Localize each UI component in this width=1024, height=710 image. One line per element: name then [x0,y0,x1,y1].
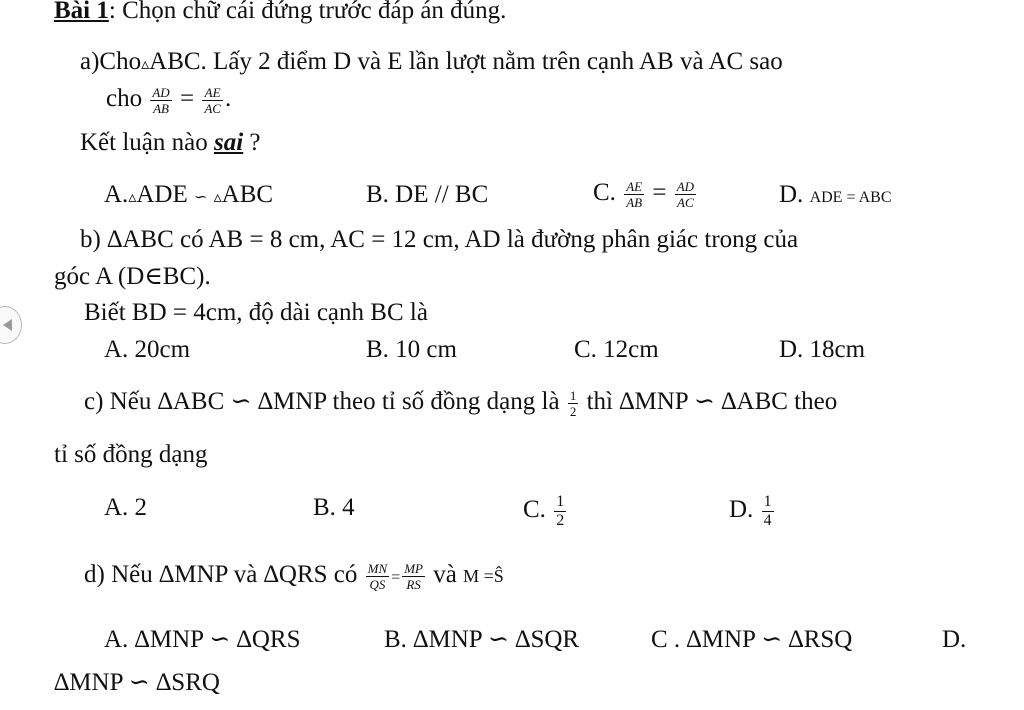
question-a-option-a: A.▵ADE ∽ ▵ABC [104,181,274,208]
question-a-line2: cho $\frac{AD}{AB}$ = $\frac{AE}{AC}$ . [106,84,232,116]
question-b-line1: b) ∆ABC có AB = 8 cm, AC = 12 cm, AD là đường phân giác trong của [80,226,799,253]
question-b-option-a: A. 20cm [104,336,191,363]
question-d-option-c: C . ∆MNP ∽ ∆RSQ [651,626,853,653]
emphasis-wrong: sai [213,129,244,156]
question-c-option-b: B. 4 [313,494,355,521]
fraction-ad-ab: $\frac{AD}{AB}$ [152,84,170,116]
fraction-mp-rs: $\frac{MP}{RS}$ [404,560,423,592]
question-d-option-a: A. ∆MNP ∽ ∆QRS [104,626,301,653]
question-c-line2: tỉ số đồng dạng [54,441,208,468]
question-d-option-d-text: ∆MNP ∽ ∆SRQ [54,669,220,696]
exercise-label: Bài 1 [54,0,109,24]
question-d-option-b: B. ∆MNP ∽ ∆SQR [384,626,580,653]
question-a-option-d: D. ADE = ABC [779,181,892,208]
fraction-ae-ab: $\frac{AE}{AB}$ [626,178,643,210]
exercise-title [54,0,506,26]
triangle-symbol: ▵ [141,56,150,73]
question-d-option-d: D. [942,626,967,653]
question-b-line3: Biết BD = 4cm, độ dài cạnh BC là [84,299,428,326]
question-a-line1: a)Cho▵ABC. Lấy 2 điểm D và E lần lượt nằm trên cạnh AB và AC sao [80,48,783,75]
question-d-line1: d) Nếu ∆MNP và ∆QRS có $\frac{MN}{QS}$ = $\frac{MP}{RS}$ và M =Ŝ [84,560,504,592]
chevron-left-icon [3,319,13,331]
fraction-one-half: $\frac{1}{2}$ [556,493,565,529]
question-c-option-c: C. $\frac{1}{2}$ [523,493,565,529]
fraction-ae-ac: $\frac{AE}{AC}$ [204,84,221,116]
similar-symbol: ∽ [193,189,208,206]
question-c-line1: c) Nếu ∆ABC ∽ ∆MNP theo tỉ số đồng dạng là $\frac{1}{2}$ thì ∆MNP ∽ ∆ABC theo [84,387,838,419]
fraction-mn-qs: $\frac{MN}{QS}$ [367,560,388,592]
question-c-option-d: D. $\frac{1}{4}$ [729,493,772,529]
question-b-option-c: C. 12cm [574,336,659,363]
fraction-ad-ac: $\frac{AD}{AC}$ [676,178,695,210]
question-b-option-d: D. 18cm [779,336,866,363]
question-b-line2: góc A (D∈BC). [54,263,211,290]
question-b-option-b: B. 10 cm [366,336,457,363]
question-c-option-a: A. 2 [104,494,148,521]
ratio-fraction: $\frac{1}{2}$ [569,387,577,419]
question-a-option-c: C. $\frac{AE}{AB}$ = $\frac{AD}{AC}$ [593,178,695,210]
fraction-one-quarter: $\frac{1}{4}$ [763,493,772,529]
exercise-instruction: : Chọn chữ cái đứng trước đáp án đúng. [108,0,507,24]
question-a-conclusion: Kết luận nào sai ? [80,129,261,156]
question-a-option-b: B. DE // BC [366,181,489,208]
prev-page-button[interactable] [0,306,22,344]
angle-m-equals-s: M =Ŝ [463,566,504,586]
angle-equality: ADE = ABC [809,189,892,206]
